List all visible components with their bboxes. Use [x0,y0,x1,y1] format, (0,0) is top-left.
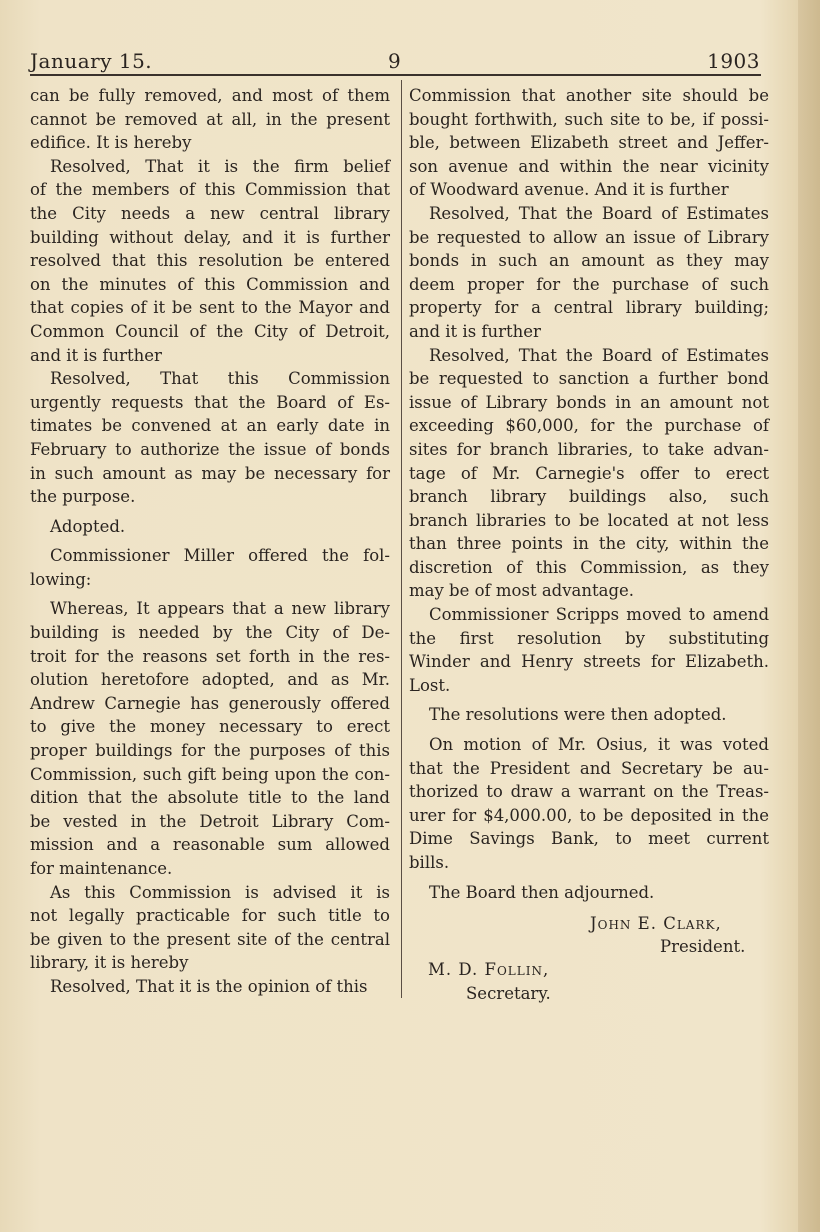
column-divider [401,80,402,998]
text-line: urer for $4,000.00, to be deposited in the [409,805,769,825]
text-line: ble, between Elizabeth street and Jeffer- [409,133,769,153]
text-line: be given to the present site of the central [30,929,390,949]
right-column [409,84,769,904]
paragraph [30,515,390,539]
paragraph [30,367,390,509]
text-line: resolved that this resolution be entered [30,251,390,271]
paragraph [30,544,390,591]
text-line: that the President and Secretary be au- [409,758,769,778]
paragraph [409,84,769,202]
text-line: As this Commission is advised it is [50,882,390,902]
text-line: olution heretofore adopted, and as Mr. [30,670,390,690]
text-line: February to authorize the issue of bonds [30,439,390,459]
text-line: deem proper for the purchase of such [409,274,769,294]
paragraph [409,881,769,905]
text-line: Resolved, That it is the opinion of this [50,976,368,996]
page-header [30,47,760,77]
text-line: Lost. [409,675,451,695]
text-line: Resolved, That it is the firm belief [50,156,390,176]
text-line: and it is further [30,345,162,365]
text-line: in such amount as may be necessary for [30,463,390,483]
text-line: of Woodward avenue. And it is further [409,180,729,200]
text-line: to give the money necessary to erect [30,717,390,737]
text-line: be requested to sanction a further bond [409,369,769,389]
paragraph [409,733,769,875]
header-date: January 15. [30,49,153,73]
text-line: Andrew Carnegie has generously offered [30,693,390,713]
header-rule [30,74,761,76]
text-line: thorized to draw a warrant on the Treas- [409,782,769,802]
paragraph [30,597,390,880]
text-line: the first resolution by substituting [409,628,769,648]
text-line: bought forthwith, such site to be, if possi- [409,109,769,129]
secretary-title: Secretary. [466,984,551,1003]
text-line: library, it is hereby [30,953,189,973]
text-line: bonds in such an amount as they may [409,251,769,271]
paragraph [30,155,390,367]
page-number: 9 [388,49,401,73]
text-line: building without delay, and it is further [30,227,390,247]
text-line: Whereas, It appears that a new library [50,599,390,619]
text-line: urgently requests that the Board of Es- [30,392,390,412]
text-line: The resolutions were then adopted. [429,705,727,725]
text-line: cannot be removed at all, in the present [30,109,390,129]
text-line: the purpose. [30,487,136,507]
text-line: the City needs a new central library [30,203,390,223]
text-line: may be of most advantage. [409,581,635,601]
paragraph [30,84,390,155]
paragraph [409,344,769,604]
text-line: be requested to allow an issue of Library [409,227,769,247]
text-line: exceeding $60,000, for the purchase of [409,416,769,436]
text-line: Common Council of the City of Detroit, [30,321,390,341]
text-line: property for a central library building; [409,298,769,318]
text-line: tage of Mr. Carnegie's offer to erect [409,463,769,483]
secretary-name: M. D. Follin, [428,960,550,979]
text-line: Commission that another site should be [409,86,769,105]
text-line: Dime Savings Bank, to meet current [409,829,769,849]
text-line: for maintenance. [30,859,173,878]
text-line: son avenue and within the near vicinity [409,156,769,176]
text-line: of the members of this Commission that [30,180,390,200]
header-year: 1903 [707,49,760,73]
text-line: building is needed by the City of De- [30,623,390,643]
text-line: branch library buildings also, such [409,487,769,507]
text-line: can be fully removed, and most of them [30,86,390,105]
text-line: on the minutes of this Commission and [30,274,390,294]
text-line: bills. [409,853,450,872]
text-line: issue of Library bonds in an amount not [409,392,769,412]
text-line: timates be convened at an early date in [30,416,390,436]
text-line: and it is further [409,321,541,341]
text-line: that copies of it be sent to the Mayor and [30,298,390,318]
text-line: be vested in the Detroit Library Com- [30,811,390,831]
text-line: Commissioner Scripps moved to amend [429,605,769,625]
text-line: lowing: [30,569,92,589]
text-line: proper buildings for the purposes of this [30,741,390,761]
paragraph [409,703,769,727]
text-line: Commissioner Miller offered the fol- [50,546,390,566]
text-line: than three points in the city, within the [409,534,769,554]
text-line: dition that the absolute title to the land [30,788,390,808]
president-name: John E. Clark, [590,914,722,933]
text-line: edifice. It is hereby [30,133,192,153]
text-line: Resolved, That the Board of Estimates [429,345,769,365]
paragraph [409,603,769,697]
paragraph [409,202,769,344]
president-title: President. [660,937,746,956]
text-line: The Board then adjourned. [429,882,655,902]
text-line: troit for the reasons set forth in the res- [30,646,390,666]
text-line: sites for branch libraries, to take advan- [409,439,769,459]
text-line: Adopted. [50,516,126,536]
text-line: Winder and Henry streets for Elizabeth. [409,652,769,672]
text-line: On motion of Mr. Osius, it was voted [429,735,769,755]
text-line: mission and a reasonable sum allowed [30,835,390,855]
paragraph [30,975,390,999]
text-line: not legally practicable for such title to [30,906,390,926]
text-line: Resolved, That the Board of Estimates [429,203,769,223]
text-line: discretion of this Commission, as they [409,557,769,577]
paragraph [30,881,390,975]
text-line: Commission, such gift being upon the con- [30,764,390,784]
text-line: Resolved, That this Commission [50,369,390,389]
page-edge [798,0,820,1232]
left-column [30,84,390,999]
text-line: branch libraries to be located at not less [409,510,769,530]
